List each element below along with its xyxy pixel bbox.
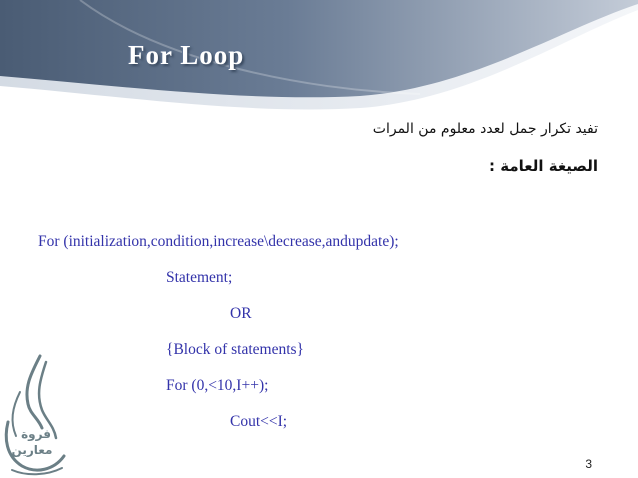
- slide-title: For Loop: [128, 40, 245, 70]
- code-line-statement: Statement;: [166, 269, 233, 286]
- logo-text-top: فروة: [21, 427, 51, 441]
- code-line-or: OR: [230, 305, 252, 322]
- code-line-example: For (0,<10,I++);: [166, 377, 269, 394]
- arabic-description: تفيد تكرار جمل لعدد معلوم من المرات: [372, 121, 598, 137]
- code-line-cout: Cout<<I;: [230, 413, 288, 430]
- code-line-syntax: For (initialization,condition,increase\decrease,andupdate);: [38, 233, 399, 250]
- calligraphy-logo: [2, 352, 70, 478]
- title-banner: [0, 0, 638, 120]
- logo-text-bottom: معارين: [11, 443, 53, 457]
- code-line-block: {Block of statements}: [166, 341, 304, 358]
- arabic-heading: الصيغة العامة :: [489, 157, 598, 175]
- page-number: 3: [585, 457, 592, 471]
